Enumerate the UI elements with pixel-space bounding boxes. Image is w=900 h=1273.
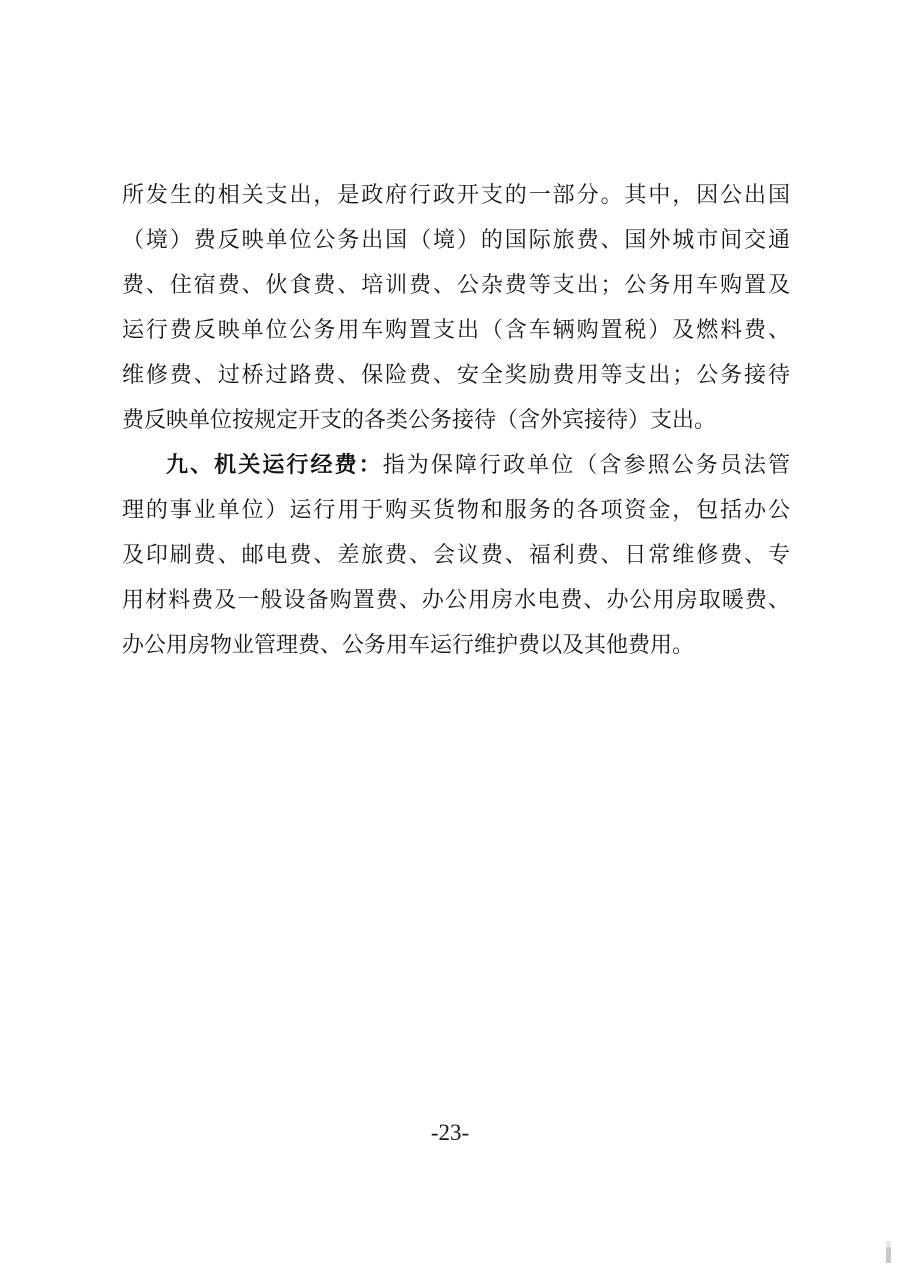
text-line: 及印刷费、邮电费、差旅费、会议费、福利费、日常维修费、专: [122, 542, 790, 567]
text-line: 费反映单位按规定开支的各类公务接待（含外宾接待）支出。: [122, 407, 717, 432]
text-line: 维修费、过桥过路费、保险费、安全奖励费用等支出；公务接待: [122, 362, 790, 387]
paragraph: [122, 442, 790, 667]
text-line-rest: 指为保障行政单位（含参照公务员法管: [382, 452, 790, 477]
text-line: 所发生的相关支出，是政府行政开支的一部分。其中，因公出国: [122, 182, 790, 207]
page-number: -23-: [430, 1120, 470, 1145]
text-line: 理的事业单位）运行用于购买货物和服务的各项资金，包括办公: [122, 497, 790, 522]
paragraph-lead-bold: 九、机关运行经费：: [166, 452, 383, 477]
text-line: 用材料费及一般设备购置费、办公用房水电费、办公用房取暖费、: [122, 587, 790, 612]
text-line: [122, 442, 790, 487]
scan-artifact-mark: [886, 1241, 891, 1263]
text-line: 费、住宿费、伙食费、培训费、公杂费等支出；公务用车购置及: [122, 272, 790, 297]
text-line: 运行费反映单位公务用车购置支出（含车辆购置税）及燃料费、: [122, 317, 790, 342]
text-line: （境）费反映单位公务出国（境）的国际旅费、国外城市间交通: [122, 227, 790, 252]
paragraph: [122, 172, 790, 442]
text-line: 办公用房物业管理费、公务用车运行维护费以及其他费用。: [122, 632, 695, 657]
body-text-block: [122, 172, 790, 667]
